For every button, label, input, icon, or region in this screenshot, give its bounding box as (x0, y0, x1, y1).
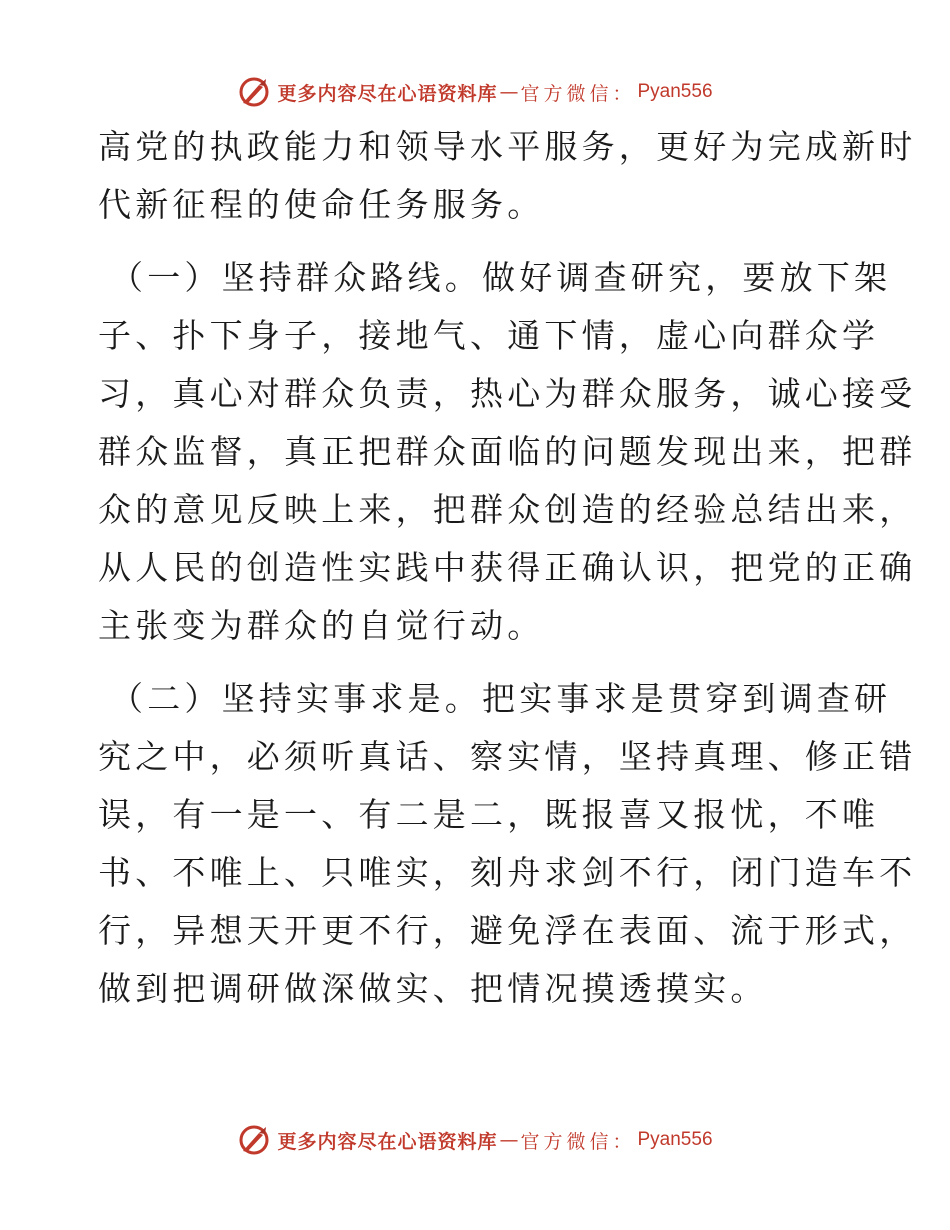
text-line: 高党的执政能力和领导水平服务，更好为完成新时 (98, 127, 917, 166)
watermark-dash: — (499, 81, 519, 103)
text-line: 习，真心对群众负责，热心为群众服务，诚心接受 (98, 374, 917, 413)
quill-circle-logo-icon (237, 75, 271, 109)
watermark-brand: 更多内容尽在心语资料库 (277, 1130, 498, 1153)
text-line: 群众监督，真正把群众面临的问题发现出来，把群 (98, 432, 917, 471)
text-line: 误，有一是一、有二是二，既报喜又报忧，不唯 (98, 795, 880, 834)
paragraph-continuation (98, 118, 917, 234)
watermark-wechat-id: Pyan556 (637, 1129, 713, 1150)
text-line: 从人民的创造性实践中获得正确认识，把党的正确 (98, 548, 917, 587)
watermark-wechat-id: Pyan556 (637, 81, 713, 102)
text-line: 代新征程的使命任务服务。 (98, 185, 545, 224)
document-body (98, 118, 917, 1018)
text-line: 做到把调研做深做实、把情况摸透摸实。 (98, 969, 768, 1008)
watermark-dash: — (499, 1129, 519, 1151)
text-line: 行，异想天开更不行，避免浮在表面、流于形式， (98, 911, 917, 950)
header-watermark (0, 72, 950, 112)
watermark-official-label: 官方微信： (520, 1130, 636, 1153)
text-line: （二）坚持实事求是。把实事求是贯穿到调查研 (110, 679, 892, 718)
watermark-brand: 更多内容尽在心语资料库 (277, 82, 498, 105)
paragraph-seek-truth (98, 670, 917, 1018)
footer-watermark (0, 1120, 950, 1160)
text-line: 书、不唯上、只唯实，刻舟求剑不行，闭门造车不 (98, 853, 917, 892)
text-line: 众的意见反映上来，把群众创造的经验总结出来， (98, 490, 917, 529)
text-line: （一）坚持群众路线。做好调查研究，要放下架 (110, 258, 892, 297)
text-line: 究之中，必须听真话、察实情，坚持真理、修正错 (98, 737, 917, 776)
watermark-official-label: 官方微信： (520, 82, 636, 105)
quill-circle-logo-icon (237, 1123, 271, 1157)
text-line: 主张变为群众的自觉行动。 (98, 606, 545, 645)
paragraph-mass-line (98, 249, 917, 655)
text-line: 子、扑下身子，接地气、通下情，虚心向群众学 (98, 316, 880, 355)
